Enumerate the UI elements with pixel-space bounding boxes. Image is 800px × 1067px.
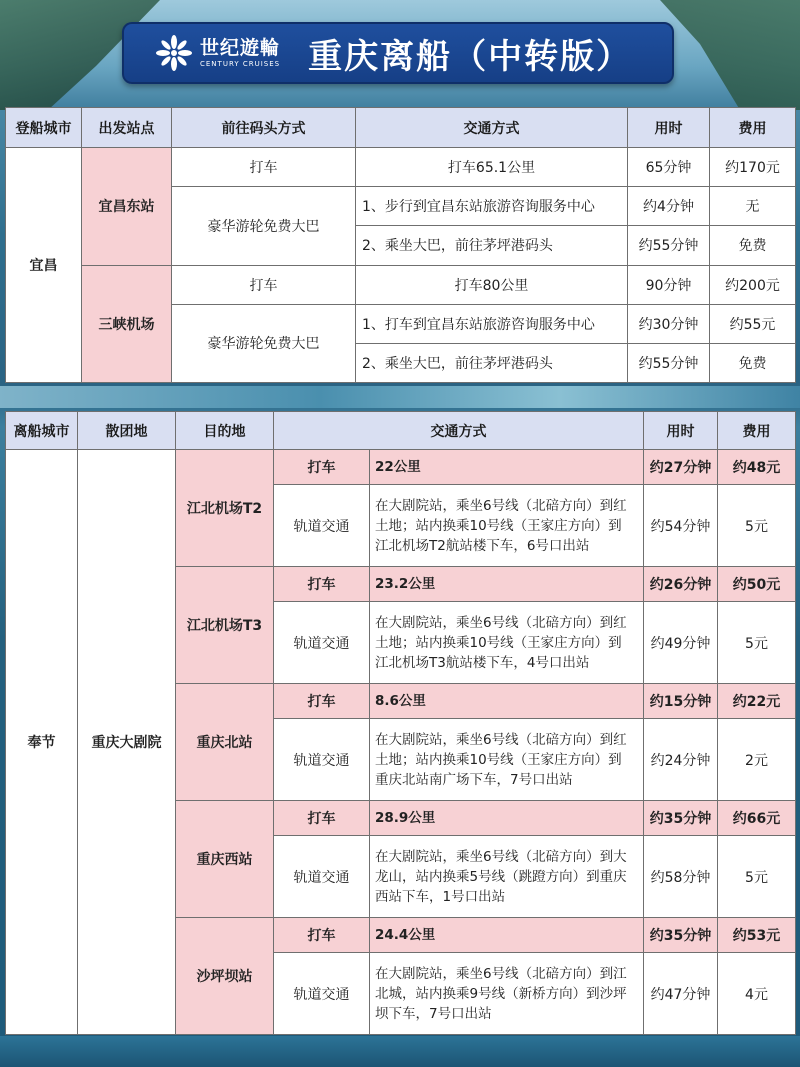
detail-line: 土地；站内换乘10号线（王家庄方向）到: [375, 634, 622, 651]
header-to-pier-method: 前往码头方式: [172, 108, 356, 148]
cost-cell: 2元: [718, 719, 796, 801]
time-cell: 约47分钟: [644, 953, 718, 1035]
method-cell: 轨道交通: [274, 836, 370, 918]
header-departure-station: 出发站点: [82, 108, 172, 148]
detail-cell: 2、乘坐大巴，前往茅坪港码头: [356, 226, 628, 265]
method-cell: 打车: [274, 450, 370, 485]
detail-cell: [370, 836, 644, 918]
detail-cell: 1、打车到宜昌东站旅游咨询服务中心: [356, 304, 628, 343]
detail-cell: [370, 602, 644, 684]
time-cell: 约27分钟: [644, 450, 718, 485]
background-water-bottom: [0, 1036, 800, 1067]
cost-cell: 约55元: [710, 304, 796, 343]
time-cell: 约58分钟: [644, 836, 718, 918]
boarding-city-cell: 宜昌: [6, 148, 82, 383]
flower-logo-icon: [154, 33, 194, 73]
header-destination: 目的地: [176, 412, 274, 450]
method-cell: 打车: [172, 148, 356, 187]
detail-cell: 24.4公里: [370, 918, 644, 953]
detail-line: 在大剧院站，乘坐6号线（北碚方向）到大: [375, 848, 627, 865]
destination-cell: 重庆北站: [176, 684, 274, 801]
detail-line: 土地；站内换乘10号线（王家庄方向）到: [375, 517, 622, 534]
time-cell: 约35分钟: [644, 801, 718, 836]
header-disembark-city: 离船城市: [6, 412, 78, 450]
header-transport: 交通方式: [356, 108, 628, 148]
table-row: [6, 265, 796, 304]
detail-cell: [370, 953, 644, 1035]
detail-line: 龙山，站内换乘5号线（跳蹬方向）到重庆: [375, 868, 627, 885]
logo-english-name: CENTURY CRUISES: [200, 59, 281, 68]
time-cell: 约24分钟: [644, 719, 718, 801]
background-water-band: [0, 386, 800, 408]
time-cell: 约55分钟: [628, 226, 710, 265]
detail-cell: 打车65.1公里: [356, 148, 628, 187]
method-cell: 打车: [274, 684, 370, 719]
cost-cell: 约22元: [718, 684, 796, 719]
cost-cell: 约170元: [710, 148, 796, 187]
method-cell: 打车: [274, 801, 370, 836]
detail-line: 土地；站内换乘10号线（王家庄方向）到: [375, 751, 622, 768]
cost-cell: 5元: [718, 836, 796, 918]
cost-cell: 5元: [718, 602, 796, 684]
method-cell: 豪华游轮免费大巴: [172, 187, 356, 265]
detail-line: 北城，站内换乘9号线（新桥方向）到沙坪: [375, 985, 627, 1002]
detail-cell: [370, 485, 644, 567]
detail-cell: 2、乘坐大巴，前往茅坪港码头: [356, 343, 628, 382]
detail-cell: 28.9公里: [370, 801, 644, 836]
header-dispersal-point: 散团地: [78, 412, 176, 450]
time-cell: 90分钟: [628, 265, 710, 304]
destination-cell: 重庆西站: [176, 801, 274, 918]
destination-cell: 沙坪坝站: [176, 918, 274, 1035]
detail-line: 在大剧院站，乘坐6号线（北碚方向）到红: [375, 614, 627, 631]
logo-chinese-name: 世纪遊輪: [200, 36, 281, 59]
cost-cell: 约50元: [718, 567, 796, 602]
station-name-cell: 宜昌东站: [82, 148, 172, 265]
method-cell: 轨道交通: [274, 953, 370, 1035]
cost-cell: 约200元: [710, 265, 796, 304]
cost-cell: 约53元: [718, 918, 796, 953]
station-name-cell: 三峡机场: [82, 265, 172, 382]
detail-cell: 22公里: [370, 450, 644, 485]
destination-cell: 江北机场T2: [176, 450, 274, 567]
destination-cell: 江北机场T3: [176, 567, 274, 684]
method-cell: 轨道交通: [274, 602, 370, 684]
detail-cell: 23.2公里: [370, 567, 644, 602]
cost-cell: 免费: [710, 226, 796, 265]
brand-logo: [154, 33, 280, 73]
disembark-table: [5, 411, 796, 1035]
cost-cell: 无: [710, 187, 796, 226]
disembark-header-row: [6, 412, 796, 450]
method-cell: 豪华游轮免费大巴: [172, 304, 356, 382]
detail-line: 江北机场T3航站楼下车，4号口出站: [375, 654, 590, 671]
header-time: 用时: [628, 108, 710, 148]
detail-line: 江北机场T2航站楼下车，6号口出站: [375, 537, 590, 554]
detail-cell: [370, 719, 644, 801]
method-cell: 打车: [274, 567, 370, 602]
method-cell: 轨道交通: [274, 719, 370, 801]
detail-cell: 8.6公里: [370, 684, 644, 719]
time-cell: 约49分钟: [644, 602, 718, 684]
time-cell: 约55分钟: [628, 343, 710, 382]
method-cell: 轨道交通: [274, 485, 370, 567]
boarding-table: [5, 107, 796, 383]
time-cell: 约54分钟: [644, 485, 718, 567]
table-row: [6, 148, 796, 187]
title-banner: [122, 22, 674, 84]
time-cell: 约26分钟: [644, 567, 718, 602]
detail-line: 西站下车，1号口出站: [375, 888, 506, 905]
time-cell: 65分钟: [628, 148, 710, 187]
time-cell: 约4分钟: [628, 187, 710, 226]
method-cell: 打车: [172, 265, 356, 304]
detail-cell: 1、步行到宜昌东站旅游咨询服务中心: [356, 187, 628, 226]
detail-line: 重庆北站南广场下车，7号口出站: [375, 771, 573, 788]
disembark-city-cell: 奉节: [6, 450, 78, 1035]
header-cost: 费用: [710, 108, 796, 148]
cost-cell: 免费: [710, 343, 796, 382]
header-time: 用时: [644, 412, 718, 450]
header-transport: 交通方式: [274, 412, 644, 450]
header-cost: 费用: [718, 412, 796, 450]
origin-cell: 重庆大剧院: [78, 450, 176, 1035]
cost-cell: 约66元: [718, 801, 796, 836]
time-cell: 约35分钟: [644, 918, 718, 953]
cost-cell: 5元: [718, 485, 796, 567]
boarding-header-row: [6, 108, 796, 148]
detail-line: 坝下车，7号口出站: [375, 1005, 492, 1022]
detail-line: 在大剧院站，乘坐6号线（北碚方向）到江: [375, 965, 627, 982]
detail-cell: 打车80公里: [356, 265, 628, 304]
detail-line: 在大剧院站，乘坐6号线（北碚方向）到红: [375, 497, 627, 514]
page-title: 重庆离船（中转版）: [308, 36, 633, 77]
header-boarding-city: 登船城市: [6, 108, 82, 148]
method-cell: 打车: [274, 918, 370, 953]
detail-line: 在大剧院站，乘坐6号线（北碚方向）到红: [375, 731, 627, 748]
time-cell: 约15分钟: [644, 684, 718, 719]
cost-cell: 4元: [718, 953, 796, 1035]
cost-cell: 约48元: [718, 450, 796, 485]
time-cell: 约30分钟: [628, 304, 710, 343]
taxi-row: [6, 450, 796, 485]
